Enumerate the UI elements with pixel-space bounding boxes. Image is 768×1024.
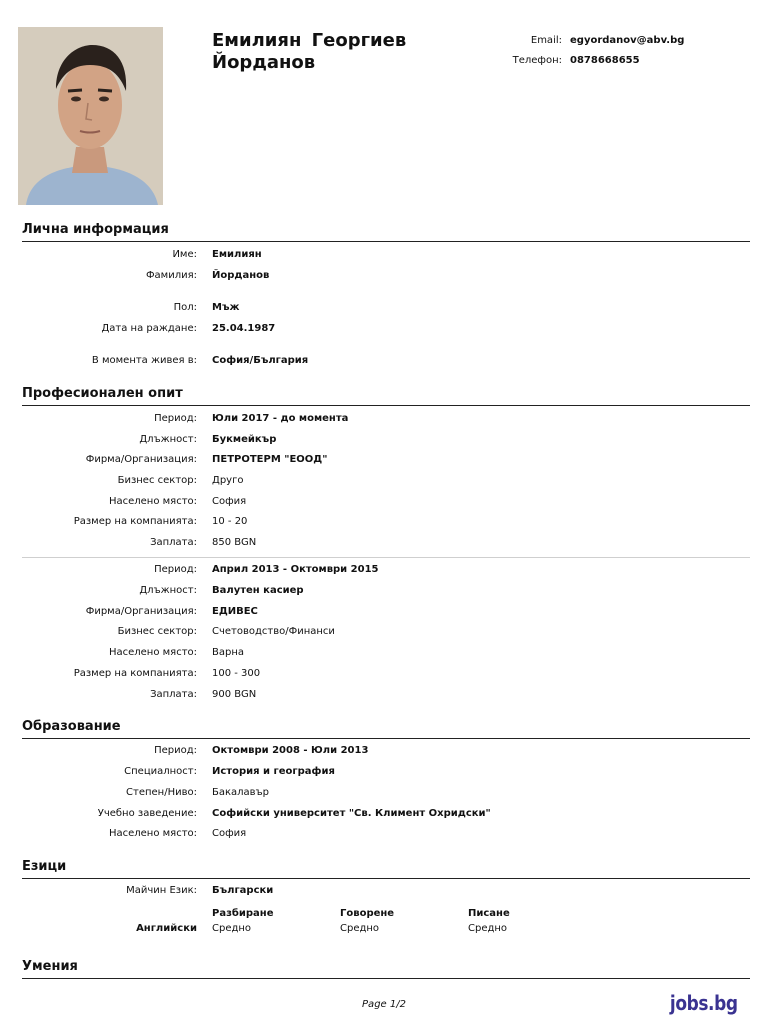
field-row [0, 787, 768, 803]
field-row [0, 475, 768, 491]
field-label: Фирма/Организация: [85, 454, 197, 465]
field-label: Длъжност: [139, 434, 197, 445]
contact-info [492, 30, 688, 70]
field-row [0, 496, 768, 512]
field-value: Април 2013 - Октомври 2015 [212, 564, 379, 575]
jobs-bg-logo[interactable] [670, 991, 738, 1015]
profile-photo [18, 27, 163, 205]
native-language-value: Български [212, 885, 274, 896]
field-label: Дата на раждане: [101, 323, 197, 334]
field-row [0, 585, 768, 601]
language-level-speaking: Средно [340, 923, 380, 934]
field-value: Мъж [212, 302, 240, 313]
field-label: Учебно заведение: [97, 808, 197, 819]
field-label: Специалност: [124, 766, 197, 777]
section-languages-title: Езици [22, 859, 750, 879]
field-value: ПЕТРОТЕРМ "ЕООД" [212, 454, 328, 465]
field-row [0, 668, 768, 684]
field-label: Пол: [173, 302, 197, 313]
field-value: Юли 2017 - до момента [212, 413, 349, 424]
field-value: 900 BGN [212, 689, 257, 700]
section-experience-title: Професионален опит [22, 386, 750, 406]
field-row [0, 454, 768, 470]
field-row [0, 249, 768, 265]
email-value[interactable]: egyordanov@abv.bg [570, 34, 685, 46]
field-row [0, 647, 768, 663]
field-row [0, 766, 768, 782]
field-value: Букмейкър [212, 434, 277, 445]
field-value: Валутен касиер [212, 585, 304, 596]
field-label: Населено място: [108, 647, 197, 658]
field-label: Бизнес сектор: [117, 626, 197, 637]
field-label: Населено място: [108, 496, 197, 507]
field-label: Размер на компанията: [73, 668, 197, 679]
language-level-writing: Средно [468, 923, 508, 934]
field-value: Бакалавър [212, 787, 269, 798]
lang-header-understanding: Разбиране [212, 908, 274, 919]
field-value: Софийски университет "Св. Климент Охридски" [212, 808, 491, 819]
section-skills-title: Умения [22, 959, 750, 979]
job-divider [22, 557, 750, 558]
language-row [0, 923, 768, 939]
section-personal-title: Лична информация [22, 222, 750, 242]
field-label: Период: [154, 745, 197, 756]
field-value: 10 - 20 [212, 516, 248, 527]
field-row [0, 537, 768, 553]
language-name: Английски [136, 923, 197, 934]
logo-tld: .bg [708, 991, 738, 1015]
field-label: Длъжност: [139, 585, 197, 596]
field-label: Име: [172, 249, 197, 260]
field-row [0, 270, 768, 286]
field-value: 25.04.1987 [212, 323, 276, 334]
field-row [0, 413, 768, 429]
field-value: Варна [212, 647, 245, 658]
field-label: Населено място: [108, 828, 197, 839]
field-value: Друго [212, 475, 244, 486]
phone-value: 0878668655 [570, 54, 640, 66]
field-row [0, 355, 768, 371]
field-row [0, 516, 768, 532]
lang-header-writing: Писане [468, 908, 510, 919]
field-label: Бизнес сектор: [117, 475, 197, 486]
field-row [0, 626, 768, 642]
field-label: Размер на компанията: [73, 516, 197, 527]
field-value: История и география [212, 766, 335, 777]
field-value: Емилиян [212, 249, 262, 260]
field-row [0, 606, 768, 622]
field-label: Степен/Ниво: [126, 787, 197, 798]
field-row [0, 828, 768, 844]
name-line-2: Йорданов [212, 52, 316, 73]
email-label: Email: [530, 34, 562, 46]
field-label: Заплата: [150, 689, 197, 700]
field-value: Йорданов [212, 270, 270, 281]
field-value: 850 BGN [212, 537, 257, 548]
field-value: ЕДИВЕС [212, 606, 258, 617]
field-value: София [212, 496, 247, 507]
field-value: София [212, 828, 247, 839]
field-row [0, 323, 768, 339]
person-portrait-image [18, 27, 163, 205]
field-label: Период: [154, 564, 197, 575]
field-label: Фамилия: [145, 270, 197, 281]
language-level-understanding: Средно [212, 923, 252, 934]
field-row [0, 302, 768, 318]
field-label: Заплата: [150, 537, 197, 548]
field-label: В момента живея в: [91, 355, 197, 366]
field-value: 100 - 300 [212, 668, 261, 679]
logo-main: jobs [670, 991, 709, 1015]
field-row [0, 434, 768, 450]
native-language-label: Майчин Език: [126, 885, 197, 896]
section-education-title: Образование [22, 719, 750, 739]
field-value: Счетоводство/Финанси [212, 626, 335, 637]
field-value: Октомври 2008 - Юли 2013 [212, 745, 369, 756]
field-row [0, 745, 768, 761]
field-label: Фирма/Организация: [85, 606, 197, 617]
candidate-name [212, 30, 452, 74]
field-row [0, 808, 768, 824]
field-row [0, 885, 768, 901]
page-number: Page 1/2 [362, 999, 406, 1010]
field-label: Период: [154, 413, 197, 424]
name-line-1: Емилиян Георгиев [212, 30, 407, 51]
field-value: София/България [212, 355, 309, 366]
lang-header-speaking: Говорене [340, 908, 395, 919]
field-row [0, 689, 768, 705]
field-row [0, 564, 768, 580]
phone-label: Телефон: [512, 54, 562, 66]
